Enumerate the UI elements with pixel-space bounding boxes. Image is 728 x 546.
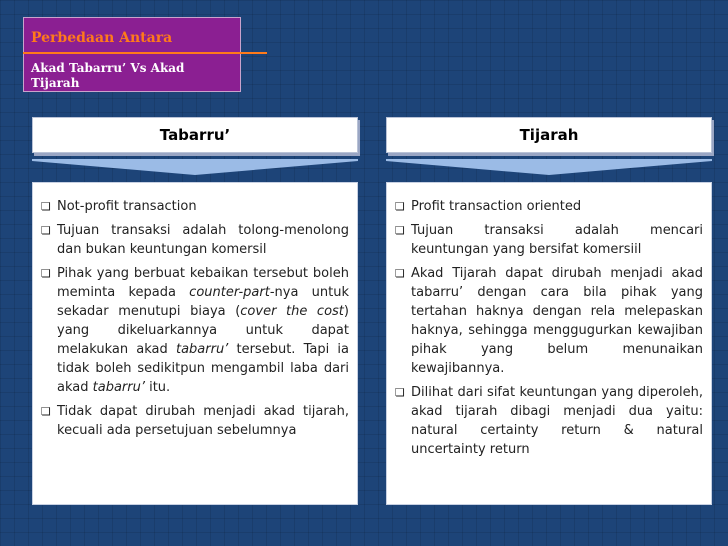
italic-term: cover the cost [240,304,344,319]
list-item-text [411,197,703,216]
slide-title: Perbedaan Antara [31,30,173,46]
checkbox-bullet-icon: ❏ [395,200,405,213]
column-header-label: Tijarah [519,126,579,144]
text-segment: -nya untuk sekadar menutupi biaya ( [57,285,349,319]
checkbox-bullet-icon: ❏ [395,386,405,399]
list-item [395,197,703,216]
text-segment: Tujuan transaksi adalah mencari keuntungan yang bersifat komersiil [411,223,703,257]
list-item-text [57,264,349,397]
text-segment: Not-profit transaction [57,199,197,214]
text-segment: Tujuan transaksi adalah tolong-menolong dan bukan keuntungan komersil [57,223,349,257]
column-header-label: Tabarru’ [159,126,231,144]
list-item [41,402,349,440]
checkbox-bullet-icon: ❏ [41,405,51,418]
text-segment: Dilihat dari sifat keuntungan yang diperoleh, akad tijarah dibagi menjadi dua yaitu: natural certainty return & natural uncertainty return [411,385,703,457]
list-item [395,383,703,459]
text-segment: itu. [144,380,171,395]
list-item-text [57,221,349,259]
checkbox-bullet-icon: ❏ [395,267,405,280]
title-box [23,17,241,92]
tabarru-panel [32,182,358,505]
checkbox-bullet-icon: ❏ [395,224,405,237]
text-segment: Akad Tijarah dapat dirubah menjadi akad tabarru’ dengan cara bila pihak yang tertahan haknya dengan rela melepaskan haknya, sehingga menggugurkan kewajiban pihak yang belum menunaikan kewajibannya. [411,266,703,376]
text-segment: Tidak dapat dirubah menjadi akad tijarah, kecuali ada persetujuan sebelumnya [57,404,349,438]
text-segment: tersebut. Tapi ia tidak boleh sedikitpun mengambil laba dari akad [57,342,349,395]
list-item-text [411,383,703,459]
text-segment: ) yang dikeluarkannya untuk dapat melakukan akad [57,304,349,357]
list-item [395,221,703,259]
header-triangle [386,161,712,175]
list-item-text [57,402,349,440]
checkbox-bullet-icon: ❏ [41,267,51,280]
list-item [41,197,349,216]
slide-subtitle: Akad Tabarru’ Vs Akad Tijarah [31,61,185,90]
italic-term: tabarru’ [92,380,145,395]
header-triangle [32,161,358,175]
list-item [41,221,349,259]
list-item-text [411,221,703,259]
italic-term: counter-part [189,285,270,300]
tijarah-panel [386,182,712,505]
checkbox-bullet-icon: ❏ [41,200,51,213]
text-segment: Pihak yang berbuat kebaikan tersebut boleh meminta kepada [57,266,349,300]
title-accent-line [23,52,267,54]
checkbox-bullet-icon: ❏ [41,224,51,237]
list-item-text [57,197,349,216]
text-segment: Profit transaction oriented [411,199,582,214]
list-item-text [411,264,703,378]
column-header-tijarah [386,117,712,153]
column-header-tabarru [32,117,358,153]
italic-term: tabarru’ [175,342,229,357]
list-item [41,264,349,397]
list-item [395,264,703,378]
